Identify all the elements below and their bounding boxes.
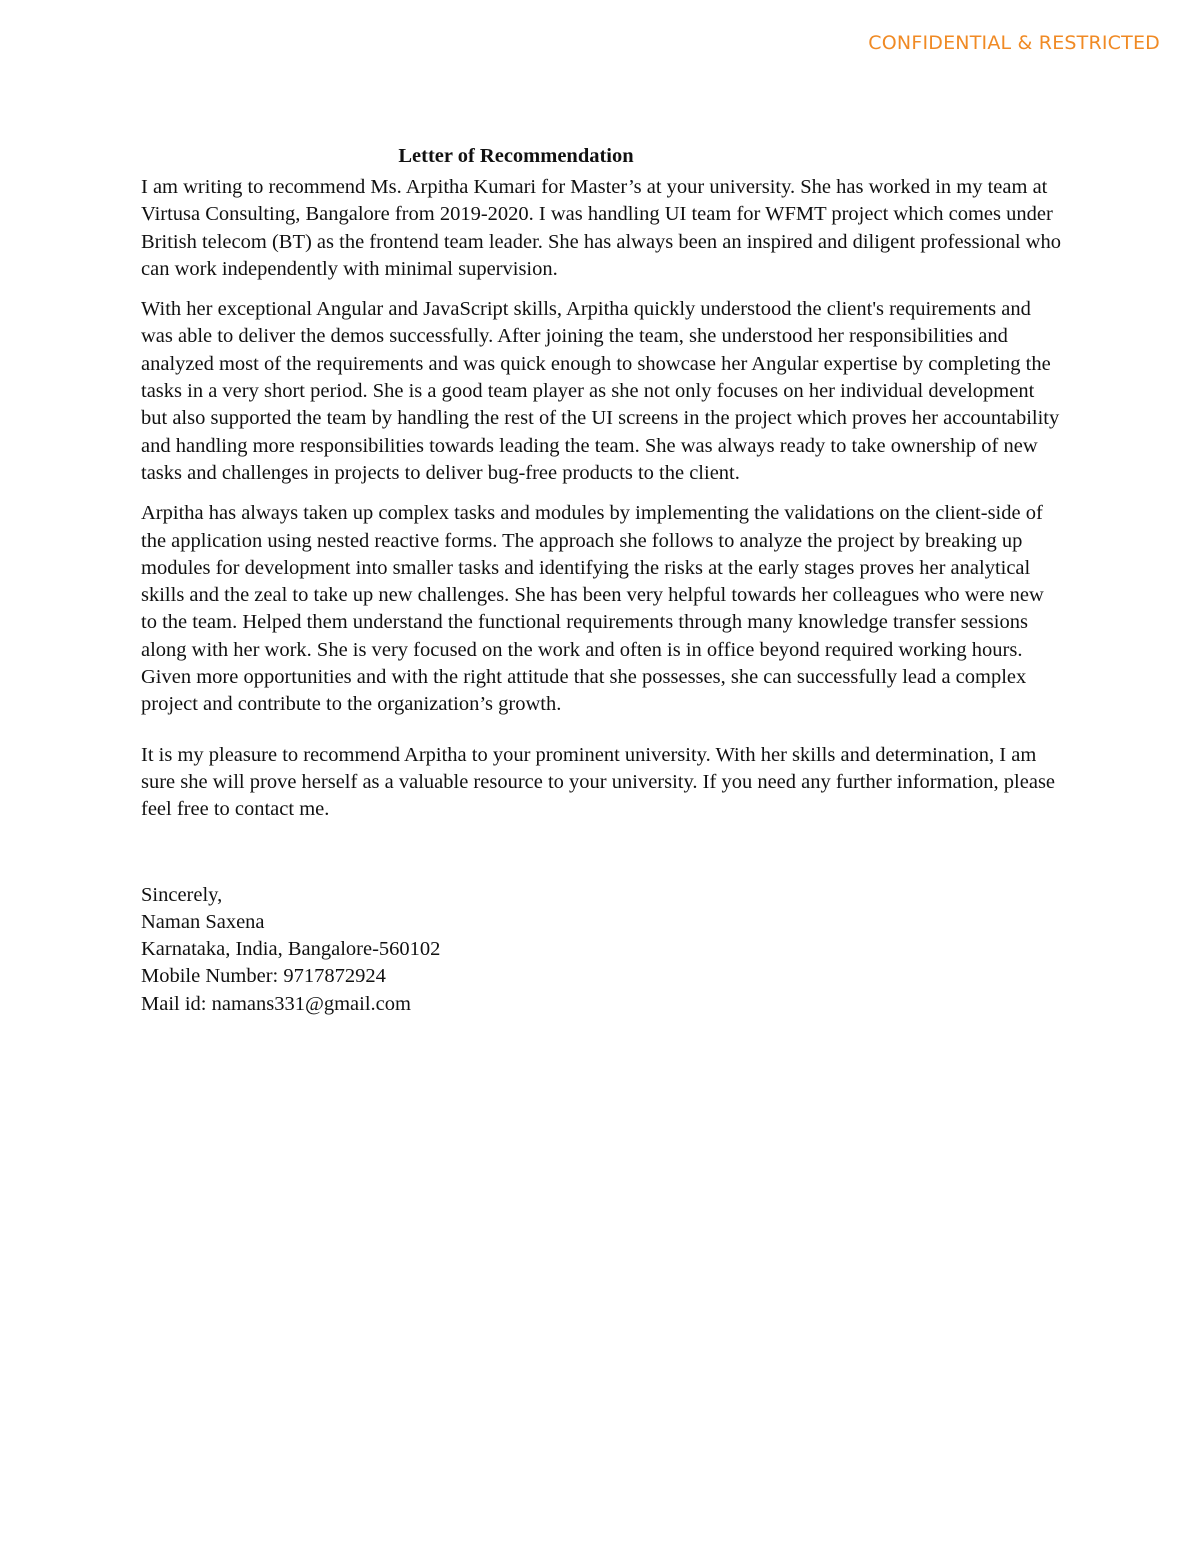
signature-closing: Sincerely,	[141, 883, 223, 906]
paragraph-responsibilities: Arpitha has always taken up complex tasks and modules by implementing the validations on the client-side of the application using nested reactive forms. The approach she follows to analyze the project by breaking up modules for development into smaller tasks and identifying the risks at the early stages proves her analytical skills and the zeal to take up new challenges. She has been very helpful towards her colleagues who were new to the team. Helped them understand the functional requirements through many knowledge transfer sessions along with her work. She is very focused on the work and often is in office beyond required working hours. Given more opportunities and with the right attitude that she possesses, she can successfully lead a complex project and contribute to the organization’s growth.	[141, 502, 1044, 716]
signature-name: Naman Saxena	[141, 910, 265, 933]
letter-title: Letter of Recommendation	[398, 145, 634, 167]
paragraph-conclusion: It is my pleasure to recommend Arpitha to your prominent university. With her skills and determination, I am sure she will prove herself as a valuable resource to your university. If you need any further information, please feel free to contact me.	[141, 743, 1056, 821]
paragraph-skills: With her exceptional Angular and JavaScript skills, Arpitha quickly understood the client's requirements and was able to deliver the demos successfully. After joining the team, she understood her responsibilities and analyzed most of the requirements and was quick enough to showcase her Angular expertise by completing the tasks in a very short period. She is a good team player as she not only focuses on her individual development but also supported the team by handling the rest of the UI screens in the project which proves her accountability and handling more responsibilities towards leading the team. She was always ready to take ownership of new tasks and challenges in projects to deliver bug-free products to the client.	[141, 298, 1060, 484]
paragraph-introduction: I am writing to recommend Ms. Arpitha Kumari for Master’s at your university. She has worked in my team at Virtusa Consulting, Bangalore from 2019-2020. I was handling UI team for WFMT project which comes under British telecom (BT) as the frontend team leader. She has always been an inspired and diligent professional who can work independently with minimal supervision.	[141, 176, 1061, 280]
signature-address: Karnataka, India, Bangalore-560102	[141, 938, 441, 961]
confidentiality-label: CONFIDENTIAL & RESTRICTED	[868, 32, 1160, 54]
signature-mobile: Mobile Number: 9717872924	[141, 965, 386, 988]
letter-body	[141, 143, 1061, 1018]
signature-email: Mail id: namans331@gmail.com	[141, 992, 411, 1015]
signature-block	[141, 882, 1061, 1018]
